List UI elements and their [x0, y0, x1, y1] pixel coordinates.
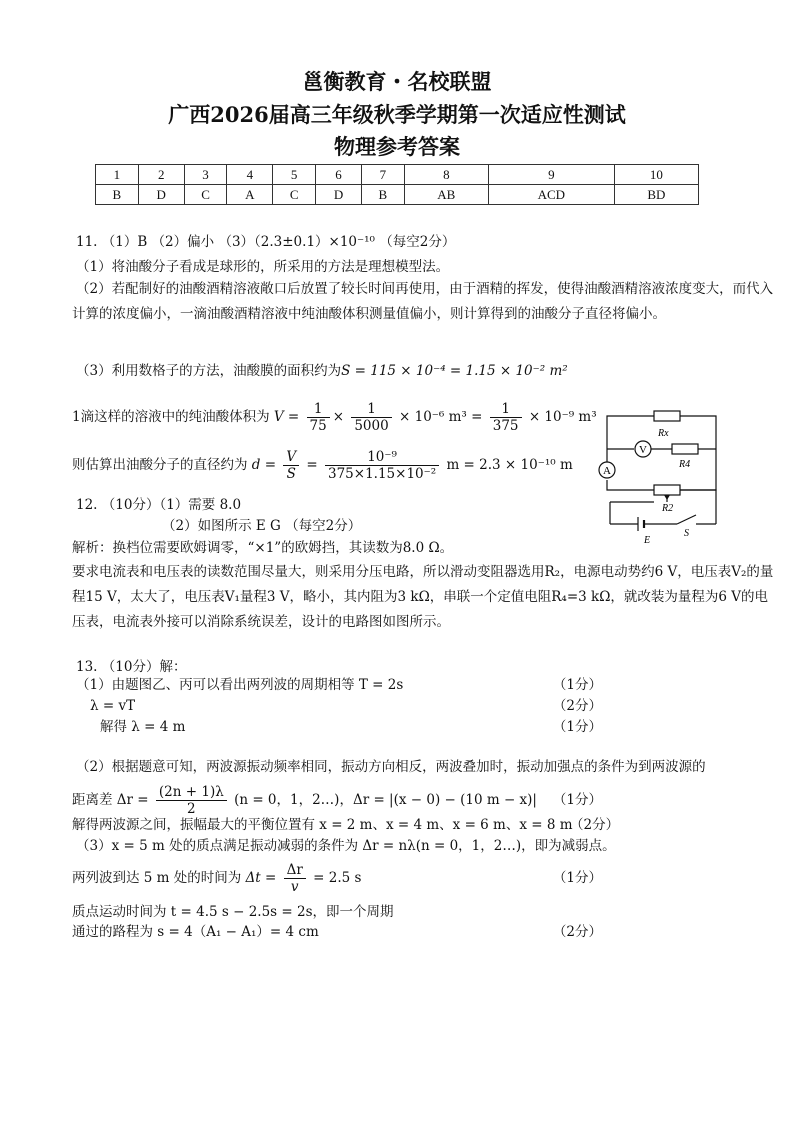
q13-l2-score: （2分） [552, 698, 602, 714]
q13-l6: 解得两波源之间，振幅最大的平衡位置有 x = 2 m、x = 4 m、x = 6 m、x = 8 m [72, 817, 573, 833]
q13-l6-score: （2分） [570, 817, 620, 833]
answer-table-numbers-row [96, 165, 699, 185]
q13-l1-score: （1分） [552, 677, 602, 693]
q12-head: 12. （10分）（1）需要 8.0 [76, 497, 242, 513]
q13-l3: 解得 λ = 4 m [100, 719, 186, 735]
q13-l9: 质点运动时间为 t = 4.5 s − 2.5s = 2s，即一个周期 [72, 904, 394, 920]
q13-l8-prefix: 两列波到达 5 m 处的时间为 [72, 870, 242, 886]
q11-p4-prefix: 1滴这样的溶液中的纯油酸体积为 [72, 409, 270, 425]
q11-p4-frac3 [490, 401, 522, 434]
q11-p4-lhs: V = [273, 409, 300, 425]
table-cell: ACD [488, 185, 614, 205]
q11-p4: 1滴这样的溶液中的纯油酸体积为 V = $\frac{1}{75}$ × $\frac{1}{5000}$ × 10⁻⁶ m³ = $\frac{1}{375}$ × 10⁻⁹ m³ [72, 401, 597, 434]
frac-den: 75 [309, 418, 327, 434]
rx-label: Rx [658, 428, 669, 439]
q13-l3-score: （1分） [552, 719, 602, 735]
table-cell: 6 [316, 165, 362, 185]
table-cell: 4 [227, 165, 273, 185]
frac-num: 1 [351, 401, 391, 418]
table-cell: D [138, 185, 184, 205]
q11-p4-frac1 [307, 401, 330, 434]
frac-den: v [290, 879, 299, 895]
frac-num: V [283, 449, 299, 466]
q13-l5-suffix: (n = 0，1，2…)，Δr = |(x − 0) − (10 m − x)| [234, 792, 537, 808]
q12-p1: 解析：换档位需要欧姆调零，“×1”的欧姆挡，其读数为8.0 Ω。 [72, 540, 454, 556]
frac-den: 2 [187, 801, 196, 817]
q11-head: 11. （1）B （2）偏小 （3）（2.3±0.1）×10⁻¹⁰ （每空2分） [76, 234, 456, 250]
q13-l5-frac [156, 784, 227, 817]
frac-num: 1 [490, 401, 522, 418]
q11-p3 [76, 362, 568, 380]
q13-l1: （1）由题图乙、丙可以看出两列波的周期相等 T = 2s [76, 677, 404, 693]
q11-p4-end: × 10⁻⁹ m³ [528, 409, 597, 425]
q11-p3-formula: S = 115 × 10⁻⁴ = 1.15 × 10⁻² m² [341, 363, 568, 379]
q13-l8-frac [284, 862, 306, 895]
frac-num: 10⁻⁹ [325, 449, 439, 466]
answer-table-answers-row [96, 185, 699, 205]
voltmeter-label: V [639, 444, 647, 456]
q13-l7: （3）x = 5 m 处的质点满足振动减弱的条件为 Δr = nλ(n = 0，1，2…)，即为减弱点。 [76, 838, 616, 854]
switch-label: S [684, 528, 689, 539]
q11-p5 [72, 444, 573, 486]
q13-l4: （2）根据题意可知，两波源振动频率相同，振动方向相反，两波叠加时，振动加强点的条件为到两波源的 [76, 759, 706, 775]
table-cell: 9 [488, 165, 614, 185]
frac-num: Δr [284, 862, 306, 879]
q13-l8-score: （1分） [552, 870, 602, 886]
table-cell: 10 [614, 165, 698, 185]
table-cell: C [184, 185, 227, 205]
table-cell: AB [404, 185, 488, 205]
frac-den: S [286, 466, 296, 482]
q11-p5-lhs: d = [251, 457, 277, 473]
q13-l10: 通过的路程为 s = 4（A₁ − A₁）= 4 cm [72, 924, 319, 940]
table-cell: C [273, 185, 316, 205]
frac-den: 375 [492, 418, 519, 434]
frac-num: (2n + 1)λ [156, 784, 227, 801]
frac-num: 1 [307, 401, 330, 418]
table-cell: D [316, 185, 362, 205]
q11-p1: （1）将油酸分子看成是球形的，所采用的方法是理想模型法。 [76, 259, 450, 275]
ammeter-label: A [603, 465, 611, 477]
table-cell: 2 [138, 165, 184, 185]
q13-l2: λ = vT [90, 698, 136, 714]
page-title-line1: 邕衡教育・名校联盟 [302, 69, 492, 94]
q11-p5-eq: = [306, 457, 318, 473]
circuit-diagram [592, 404, 732, 549]
q13-l5-score: （1分） [552, 792, 602, 808]
table-cell: B [96, 185, 139, 205]
q11-p5-frac1 [283, 449, 299, 482]
table-cell: BD [614, 185, 698, 205]
q13-l8-end: = 2.5 s [313, 870, 362, 886]
table-cell: 8 [404, 165, 488, 185]
q11-p4-frac2 [351, 401, 391, 434]
answer-table [95, 164, 699, 205]
q11-p3-prefix: （3）利用数格子的方法，油酸膜的面积约为 [76, 363, 342, 379]
r4-label: R4 [679, 459, 691, 470]
table-cell: 5 [273, 165, 316, 185]
q11-p2: （2）若配制好的油酸酒精溶液敞口后放置了较长时间再使用，由于酒精的挥发，使得油酸酒精溶液浓度变大，而代入计算的浓度偏小，一滴油酸酒精溶液中纯油酸体积测量值偏小，则计算得到的油酸分子直径将偏小。 [72, 281, 774, 322]
frac-den: 375×1.15×10⁻² [328, 466, 437, 482]
frac-den: 5000 [354, 418, 389, 434]
table-cell: 1 [96, 165, 139, 185]
q13-l5-prefix: 距离差 Δr = [72, 792, 149, 808]
r2-label: R2 [662, 503, 674, 514]
table-cell: 3 [184, 165, 227, 185]
q12-p2: 要求电流表和电压表的读数范围尽量大，则采用分压电路，所以滑动变阻器选用R₂，电源电动势约6 V，电压表V₂的量程15 V，太大了，电压表V₁量程3 V，略小，其内阻为3 kΩ，串联一个定值电阻R₄=3 kΩ，就改装为量程为6 V的电压表，电流表外接可以消除系统误差，设计的电路图如图所示。 [72, 564, 774, 630]
page-title-line3: 物理参考答案 [334, 134, 460, 159]
q11-p4-mid: × 10⁻⁶ m³ = [399, 409, 483, 425]
q12-line2: （2）如图所示 E G （每空2分） [162, 518, 362, 534]
battery-label: E [644, 535, 651, 546]
table-cell: A [227, 185, 273, 205]
q13-head: 13. （10分）解： [76, 659, 187, 675]
table-cell: 7 [361, 165, 404, 185]
q13-l10-score: （2分） [552, 924, 602, 940]
q13-l8 [72, 856, 361, 900]
q11-p5-prefix: 则估算出油酸分子的直径约为 [72, 457, 248, 473]
q13-l8-lhs: Δt = [245, 870, 277, 886]
q13-l5 [72, 780, 537, 820]
page-title-line2: 广西2026届高三年级秋季学期第一次适应性测试 [168, 102, 626, 127]
table-cell: B [361, 185, 404, 205]
q11-p5-end: m = 2.3 × 10⁻¹⁰ m [446, 457, 573, 473]
q11-p5-frac2 [325, 449, 439, 482]
